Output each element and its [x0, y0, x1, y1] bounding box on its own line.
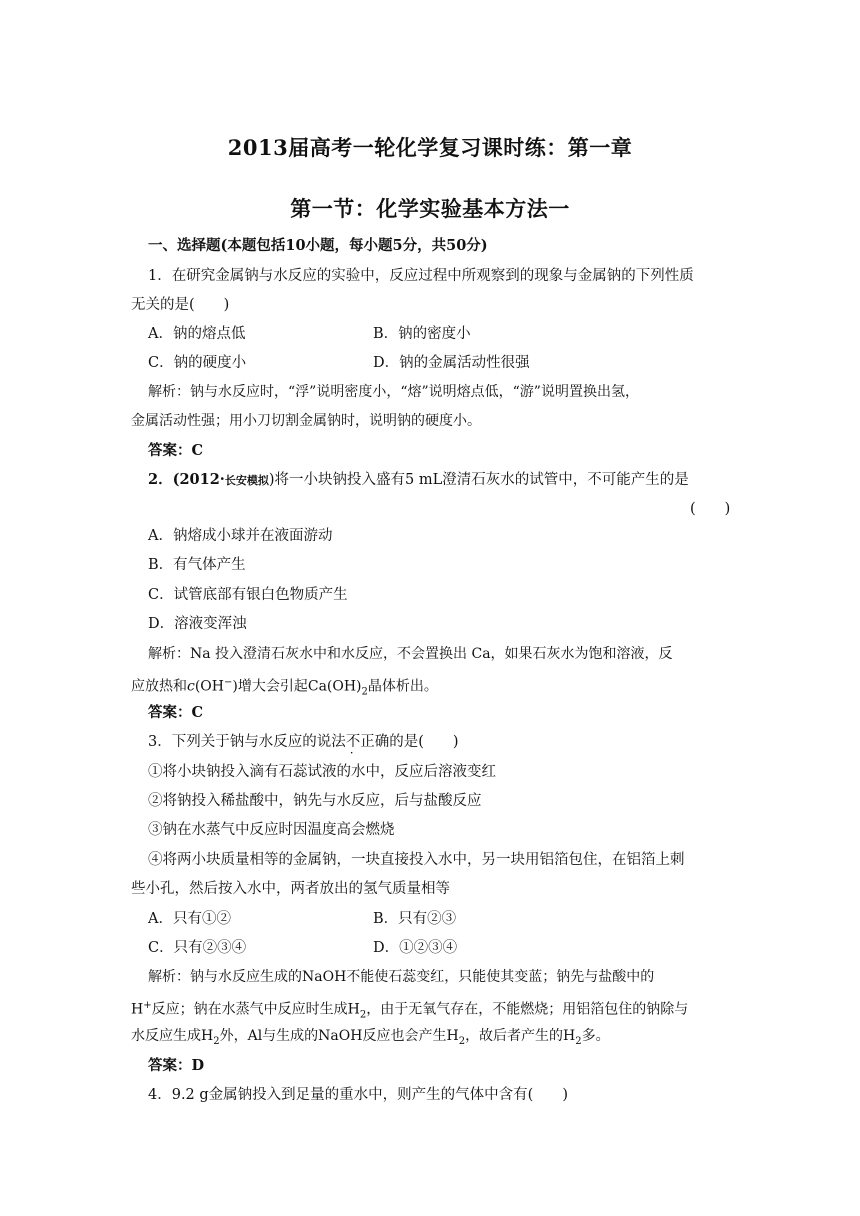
q2-answer-paren: ( ): [690, 501, 731, 517]
q1-explanation-cont: 金属活动性强；用小刀切割金属钠时，说明钠的硬度小。: [131, 413, 481, 429]
q3-statement-4: ④将两小块质量相等的金属钠，一块直接投入水中，另一块用铝箔包住，在铝箔上刺: [148, 852, 685, 868]
question-1-stem: 1．在研究金属钠与水反应的实验中，反应过程中所观察到的现象与金属钠的下列性质: [148, 268, 694, 284]
q1-answer: 答案：C: [148, 442, 204, 459]
q2-exp-c: c: [187, 678, 195, 695]
question-4-stem: 4．9.2 g金属钠投入到足量的重水中，则产生的气体中含有( ): [148, 1087, 568, 1103]
q3-exp2-a: H: [131, 1001, 144, 1018]
q2-exp-text-b: (OH: [194, 678, 224, 695]
q2-exp-sup: −: [224, 677, 233, 688]
q3-statement-3: ③钠在水蒸气中反应时因温度高会燃烧: [148, 822, 395, 838]
q3-answer: 答案：D: [148, 1057, 205, 1074]
question-1-stem-cont: 无关的是( ): [131, 297, 230, 313]
q3-emphasis: 不: [345, 734, 361, 750]
q3-exp3-sub3: 2: [575, 1035, 582, 1047]
q3-exp3-sub2: 2: [458, 1035, 466, 1047]
q2-stem-text: )将一小块钠投入盛有5 mL澄清石灰水的试管中，不可能产生的是: [268, 472, 689, 488]
q2-option-a: A．钠熔成小球并在液面游动: [148, 528, 333, 544]
q2-option-c: C．试管底部有银白色物质产生: [148, 587, 348, 603]
q3-explanation: 解析：钠与水反应生成的NaOH不能使石蕊变红，只能使其变蓝；钠先与盐酸中的: [148, 969, 655, 985]
q2-year: 2．(2012·: [148, 471, 225, 488]
q2-exp-text-e: 晶体析出。: [367, 678, 438, 695]
q3-exp3-a: 水反应生成H: [131, 1028, 214, 1044]
q3-option-a: A．只有①②: [148, 911, 231, 927]
q1-option-b: B．钠的密度小: [373, 326, 471, 342]
q3-exp2-sub: 2: [359, 1009, 367, 1021]
q3-option-b: B．只有②③: [373, 911, 457, 927]
q2-explanation-cont: [131, 673, 438, 702]
q1-option-c: C．钠的硬度小: [148, 355, 247, 371]
q3-exp3-sub1: 2: [213, 1035, 220, 1047]
q3-exp3-b: 外，Al与生成的NaOH反应也会产生H: [219, 1028, 459, 1044]
q3-exp2-c: ，由于无氧气存在，不能燃烧；用铝箔包住的钠除与: [366, 1001, 689, 1018]
q2-exp-sub: 2: [361, 686, 368, 698]
section-heading: 一、选择题(本题包括10小题，每小题5分，共50分): [148, 237, 488, 254]
q2-source: 长安模拟: [224, 474, 269, 487]
q3-statement-2: ②将钠投入稀盐酸中，钠先与水反应，后与盐酸反应: [148, 793, 482, 809]
section-title: 第一节：化学实验基本方法一: [290, 196, 570, 221]
q2-option-d: D．溶液变浑浊: [148, 616, 247, 632]
q1-explanation: 解析：钠与水反应时，“浮”说明密度小，“熔”说明熔点低，“游”说明置换出氢，: [148, 384, 639, 400]
q3-stem-a: 3．下列关于钠与水反应的说法: [148, 734, 346, 750]
q3-statement-4-cont: 些小孔，然后按入水中，两者放出的氢气质量相等: [131, 881, 450, 897]
q2-option-b: B．有气体产生: [148, 557, 246, 573]
q3-statement-1: ①将小块钠投入滴有石蕊试液的水中，反应后溶液变红: [148, 764, 496, 780]
document-title: 2013届高考一轮化学复习课时练：第一章: [227, 135, 633, 160]
q2-answer: 答案：C: [148, 704, 204, 721]
question-3-stem: [148, 732, 459, 752]
q3-exp2-b: 反应；钠在水蒸气中反应时生成H: [151, 1001, 360, 1018]
q3-exp3-c: ，故后者产生的H: [465, 1028, 576, 1044]
q1-option-d: D．钠的金属活动性很强: [373, 355, 530, 371]
q1-option-a: A．钠的熔点低: [148, 326, 246, 342]
q3-exp3-d: 多。: [581, 1028, 610, 1044]
q3-stem-b: 正确的是( ): [360, 734, 459, 750]
question-2-stem: [148, 470, 689, 491]
q2-exp-text-a: 应放热和: [131, 678, 187, 695]
q3-explanation-cont-2: [131, 1026, 610, 1052]
q3-explanation-cont: [131, 996, 688, 1025]
q2-exp-text-d: )增大会引起Ca(OH): [232, 678, 362, 695]
q2-explanation: 解析：Na 投入澄清石灰水中和水反应，不会置换出 Ca，如果石灰水为饱和溶液，反: [148, 646, 673, 662]
q3-option-c: C．只有②③④: [148, 940, 247, 956]
q3-option-d: D．①②③④: [373, 940, 458, 956]
q3-exp2-sup: +: [143, 1000, 152, 1011]
